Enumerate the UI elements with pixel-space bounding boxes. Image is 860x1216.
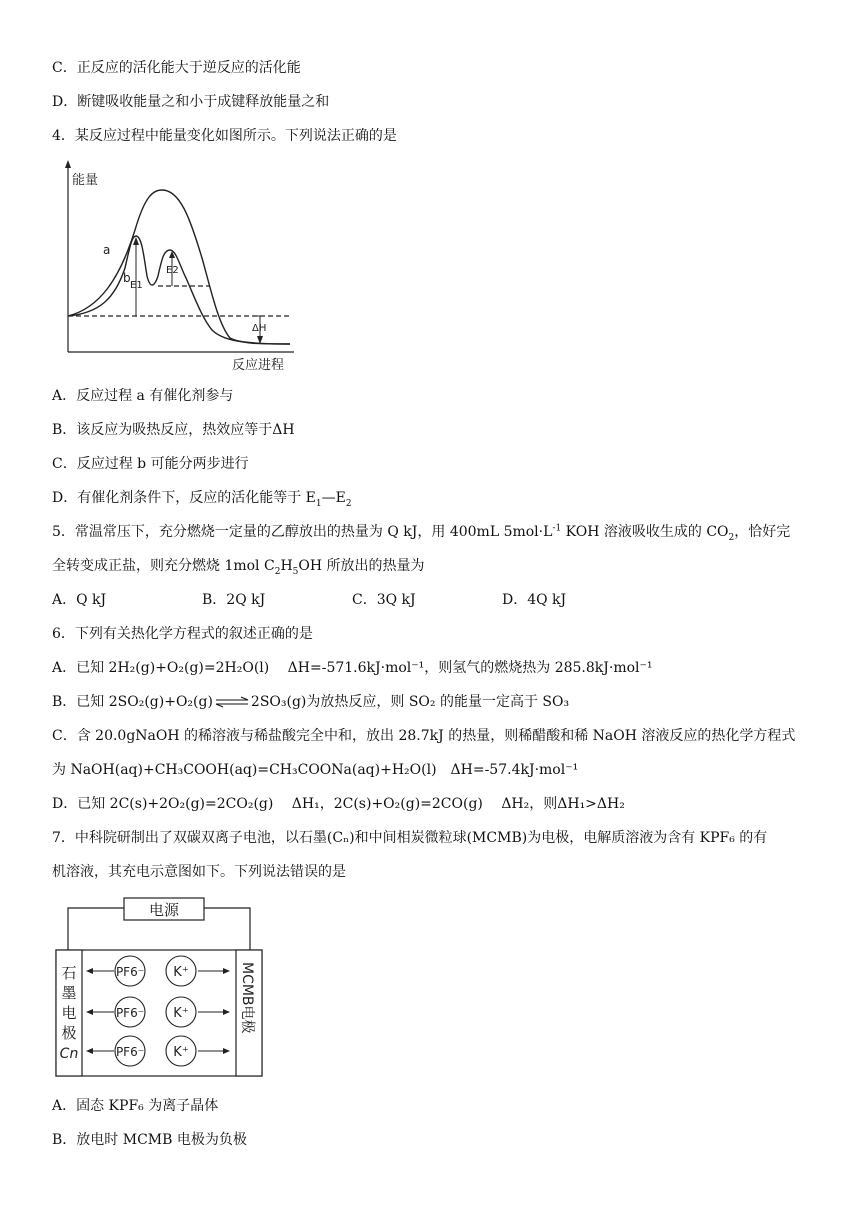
- label-e2: E2: [166, 265, 179, 276]
- curve-a: [68, 190, 290, 344]
- x-axis-label: 反应进程: [232, 358, 285, 373]
- y-axis-label: 能量: [72, 173, 99, 188]
- left-electrode-char-2: 墨: [61, 984, 77, 1002]
- q3-option-c: C．正反应的活化能大于逆反应的活化能: [52, 60, 301, 76]
- q7-line-2: 机溶液，其充电示意图如下。下列说法错误的是: [52, 864, 346, 880]
- left-electrode-char-3: 电: [61, 1004, 77, 1022]
- q6-option-a: A．已知 2H₂(g)+O₂(g)=2H₂O(l) ΔH=-571.6kJ·mol⁻¹，则氢气的燃烧热为 285.8kJ·mol⁻¹: [52, 660, 653, 676]
- q6-option-b: B．已知 2SO₂(g)+O₂(g) 2SO₃(g)为放热反应，则 SO₂ 的能量一定高于 SO₃: [52, 694, 570, 710]
- q4-option-a: A．反应过程 a 有催化剂参与: [52, 388, 234, 404]
- q5-option-c: C．3Q kJ: [352, 592, 416, 608]
- left-electrode-char-5: Cn: [59, 1046, 79, 1062]
- q4-option-c: C．反应过程 b 可能分两步进行: [52, 456, 249, 472]
- q5-line-2: 全转变成正盐，则充分燃烧 1mol $C_2H_5OH$ 所放出的热量为: [52, 558, 425, 577]
- label-e1: E1: [130, 280, 143, 291]
- q5-line-1: 5．常温常压下，充分燃烧一定量的乙醇放出的热量为 Q kJ，用 400mL $5mol\cdot L^{-1}$ KOH 溶液吸收生成的 $CO_2$，恰好完: [52, 523, 791, 543]
- q7-option-b: B．放电时 MCMB 电极为负极: [52, 1132, 247, 1148]
- q6-option-c-line-2: 为 NaOH(aq)+CH₃COOH(aq)=CH₃COONa(aq)+H₂O(l) ΔH=-57.4kJ·mol⁻¹: [52, 762, 579, 778]
- battery-diagram: [52, 894, 266, 1080]
- q4-option-d: D．有催化剂条件下，反应的活化能等于 $E_1—E_2$: [52, 490, 352, 509]
- q3-option-d: D．断键吸收能量之和小于成键释放能量之和: [52, 94, 330, 110]
- pf6-ion-label: PF6⁻: [115, 965, 145, 979]
- k-ion-label: K⁺: [173, 1045, 189, 1060]
- q6-option-d: D．已知 2C(s)+2O₂(g)=2CO₂(g) ΔH₁，2C(s)+O₂(g)=2CO(g) ΔH₂，则ΔH₁>ΔH₂: [52, 796, 625, 812]
- q5-options: [52, 590, 566, 610]
- label-dh: ΔH: [252, 323, 267, 334]
- left-electrode-char-4: 极: [61, 1024, 77, 1042]
- q4-stem: 4．某反应过程中能量变化如图所示。下列说法正确的是: [52, 128, 397, 144]
- label-a: a: [103, 243, 111, 257]
- q5-option-d: D．4Q kJ: [502, 592, 567, 608]
- left-electrode-char-1: 石: [61, 964, 77, 982]
- q5-option-b: B．2Q kJ: [202, 592, 266, 608]
- q6-stem: 6．下列有关热化学方程式的叙述正确的是: [52, 626, 313, 642]
- k-ion-label: K⁺: [173, 1006, 189, 1021]
- pf6-ion-label: PF6⁻: [115, 1006, 145, 1020]
- power-source-label: 电源: [148, 901, 180, 919]
- q7-line-1: 7．中科院研制出了双碳双离子电池，以石墨(Cₙ)和中间相炭微粒球(MCMB)为电极，电解质溶液为含有 KPF₆ 的有: [52, 830, 768, 846]
- q5-option-a: A．Q kJ: [52, 592, 107, 608]
- q7-option-a: A．固态 KPF₆ 为离子晶体: [52, 1098, 219, 1114]
- pf6-ion-label: PF6⁻: [115, 1045, 145, 1059]
- q6-option-c-line-1: C．含 20.0gNaOH 的稀溶液与稀盐酸完全中和，放出 28.7kJ 的热量，则稀醋酸和稀 NaOH 溶液反应的热化学方程式: [52, 728, 796, 744]
- equilibrium-arrow-icon: [214, 696, 250, 708]
- right-electrode-label: MCMB电极: [239, 962, 255, 1034]
- q4-option-b: B．该反应为吸热反应，热效应等于ΔH: [52, 422, 295, 438]
- energy-diagram: [50, 158, 300, 374]
- k-ion-label: K⁺: [173, 965, 189, 980]
- label-b: b: [123, 271, 131, 285]
